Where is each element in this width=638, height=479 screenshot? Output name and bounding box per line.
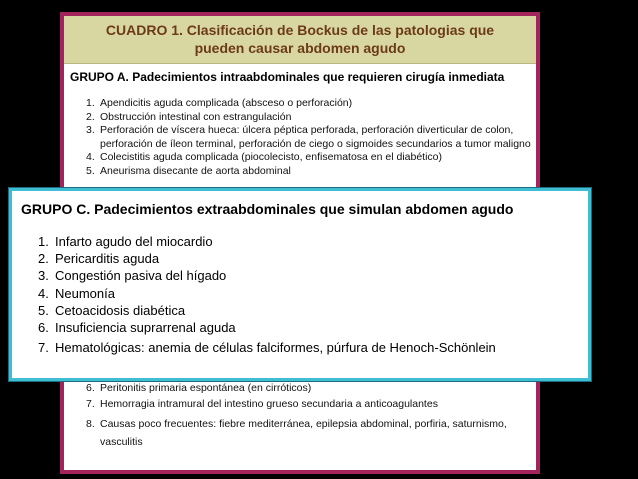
item-text: Congestión pasiva del hígado	[55, 268, 227, 284]
item-text: Pericarditis aguda	[55, 251, 160, 267]
item-number: 6.	[38, 320, 49, 336]
list-item	[38, 319, 496, 336]
item-text: Neumonía	[55, 285, 115, 301]
list-item	[86, 97, 538, 111]
item-number: 5.	[38, 302, 49, 318]
item-text: Cetoacidosis diabética	[55, 302, 186, 318]
list-item	[86, 111, 538, 125]
group-a-list	[86, 97, 538, 178]
item-text: Infarto agudo del miocardio	[55, 234, 213, 249]
item-text: Hemorragia intramural del intestino grueso secundaria a anticoagulantes	[100, 397, 438, 410]
group-c-heading: GRUPO C. Padecimientos extraabdominales que simulan abdomen agudo	[21, 201, 514, 217]
group-c-overlay-box	[9, 188, 591, 381]
item-text: Peritonitis primaria espontánea (en cirróticos)	[100, 382, 312, 394]
item-number: 7.	[86, 397, 95, 410]
item-text: Insuficiencia suprarrenal aguda	[55, 320, 236, 336]
list-item	[38, 339, 496, 356]
item-text: Hematológicas: anemia de células falciformes, púrfura de Henoch-Schönlein	[55, 340, 496, 356]
list-item	[38, 250, 496, 267]
item-number: 3.	[86, 124, 95, 136]
item-number: 7.	[38, 340, 49, 356]
group-c-list	[38, 233, 496, 356]
list-item	[86, 151, 538, 165]
item-number: 3.	[38, 268, 49, 284]
item-text: Colecistitis aguda complicada (piocolecisto, enfisematosa en el diabético)	[100, 151, 443, 163]
item-number: 6.	[86, 382, 95, 394]
table-title: CUADRO 1. Clasificación de Bockus de las patologias que pueden causar abdomen agudo	[64, 16, 536, 64]
list-item	[38, 267, 496, 284]
item-number: 1.	[86, 97, 95, 109]
list-item	[38, 233, 496, 250]
item-text: Aneurisma disecante de aorta abdominal	[100, 164, 291, 177]
item-number: 8.	[86, 418, 95, 430]
list-item	[86, 415, 538, 451]
list-item	[86, 398, 538, 412]
group-a-heading: GRUPO A. Padecimientos intraabdominales que requieren cirugía inmediata	[70, 70, 505, 84]
list-item	[86, 165, 538, 179]
group-b-list-tail	[86, 382, 538, 451]
item-text: Apendicitis aguda complicada (absceso o perforación)	[100, 97, 353, 109]
item-text: Causas poco frecuentes: fiebre mediterránea, epilepsia abdominal, porfiria, saturnismo, vasculitis	[100, 418, 507, 448]
item-number: 2.	[86, 110, 95, 123]
item-number: 4.	[86, 151, 95, 163]
item-number: 2.	[38, 251, 49, 267]
item-number: 4.	[38, 285, 49, 301]
item-number: 5.	[86, 164, 95, 177]
list-item	[38, 302, 496, 319]
list-item	[38, 285, 496, 302]
item-text: Obstrucción intestinal con estrangulación	[100, 110, 292, 123]
list-item	[86, 382, 538, 396]
item-text: Perforación de víscera hueca: úlcera péptica perforada, perforación diverticular de colon, perforación de íleon terminal, perforación de ciego o sigmoides secundarios a tumor maligno	[100, 124, 531, 150]
item-number: 1.	[38, 234, 49, 249]
list-item	[86, 124, 538, 151]
